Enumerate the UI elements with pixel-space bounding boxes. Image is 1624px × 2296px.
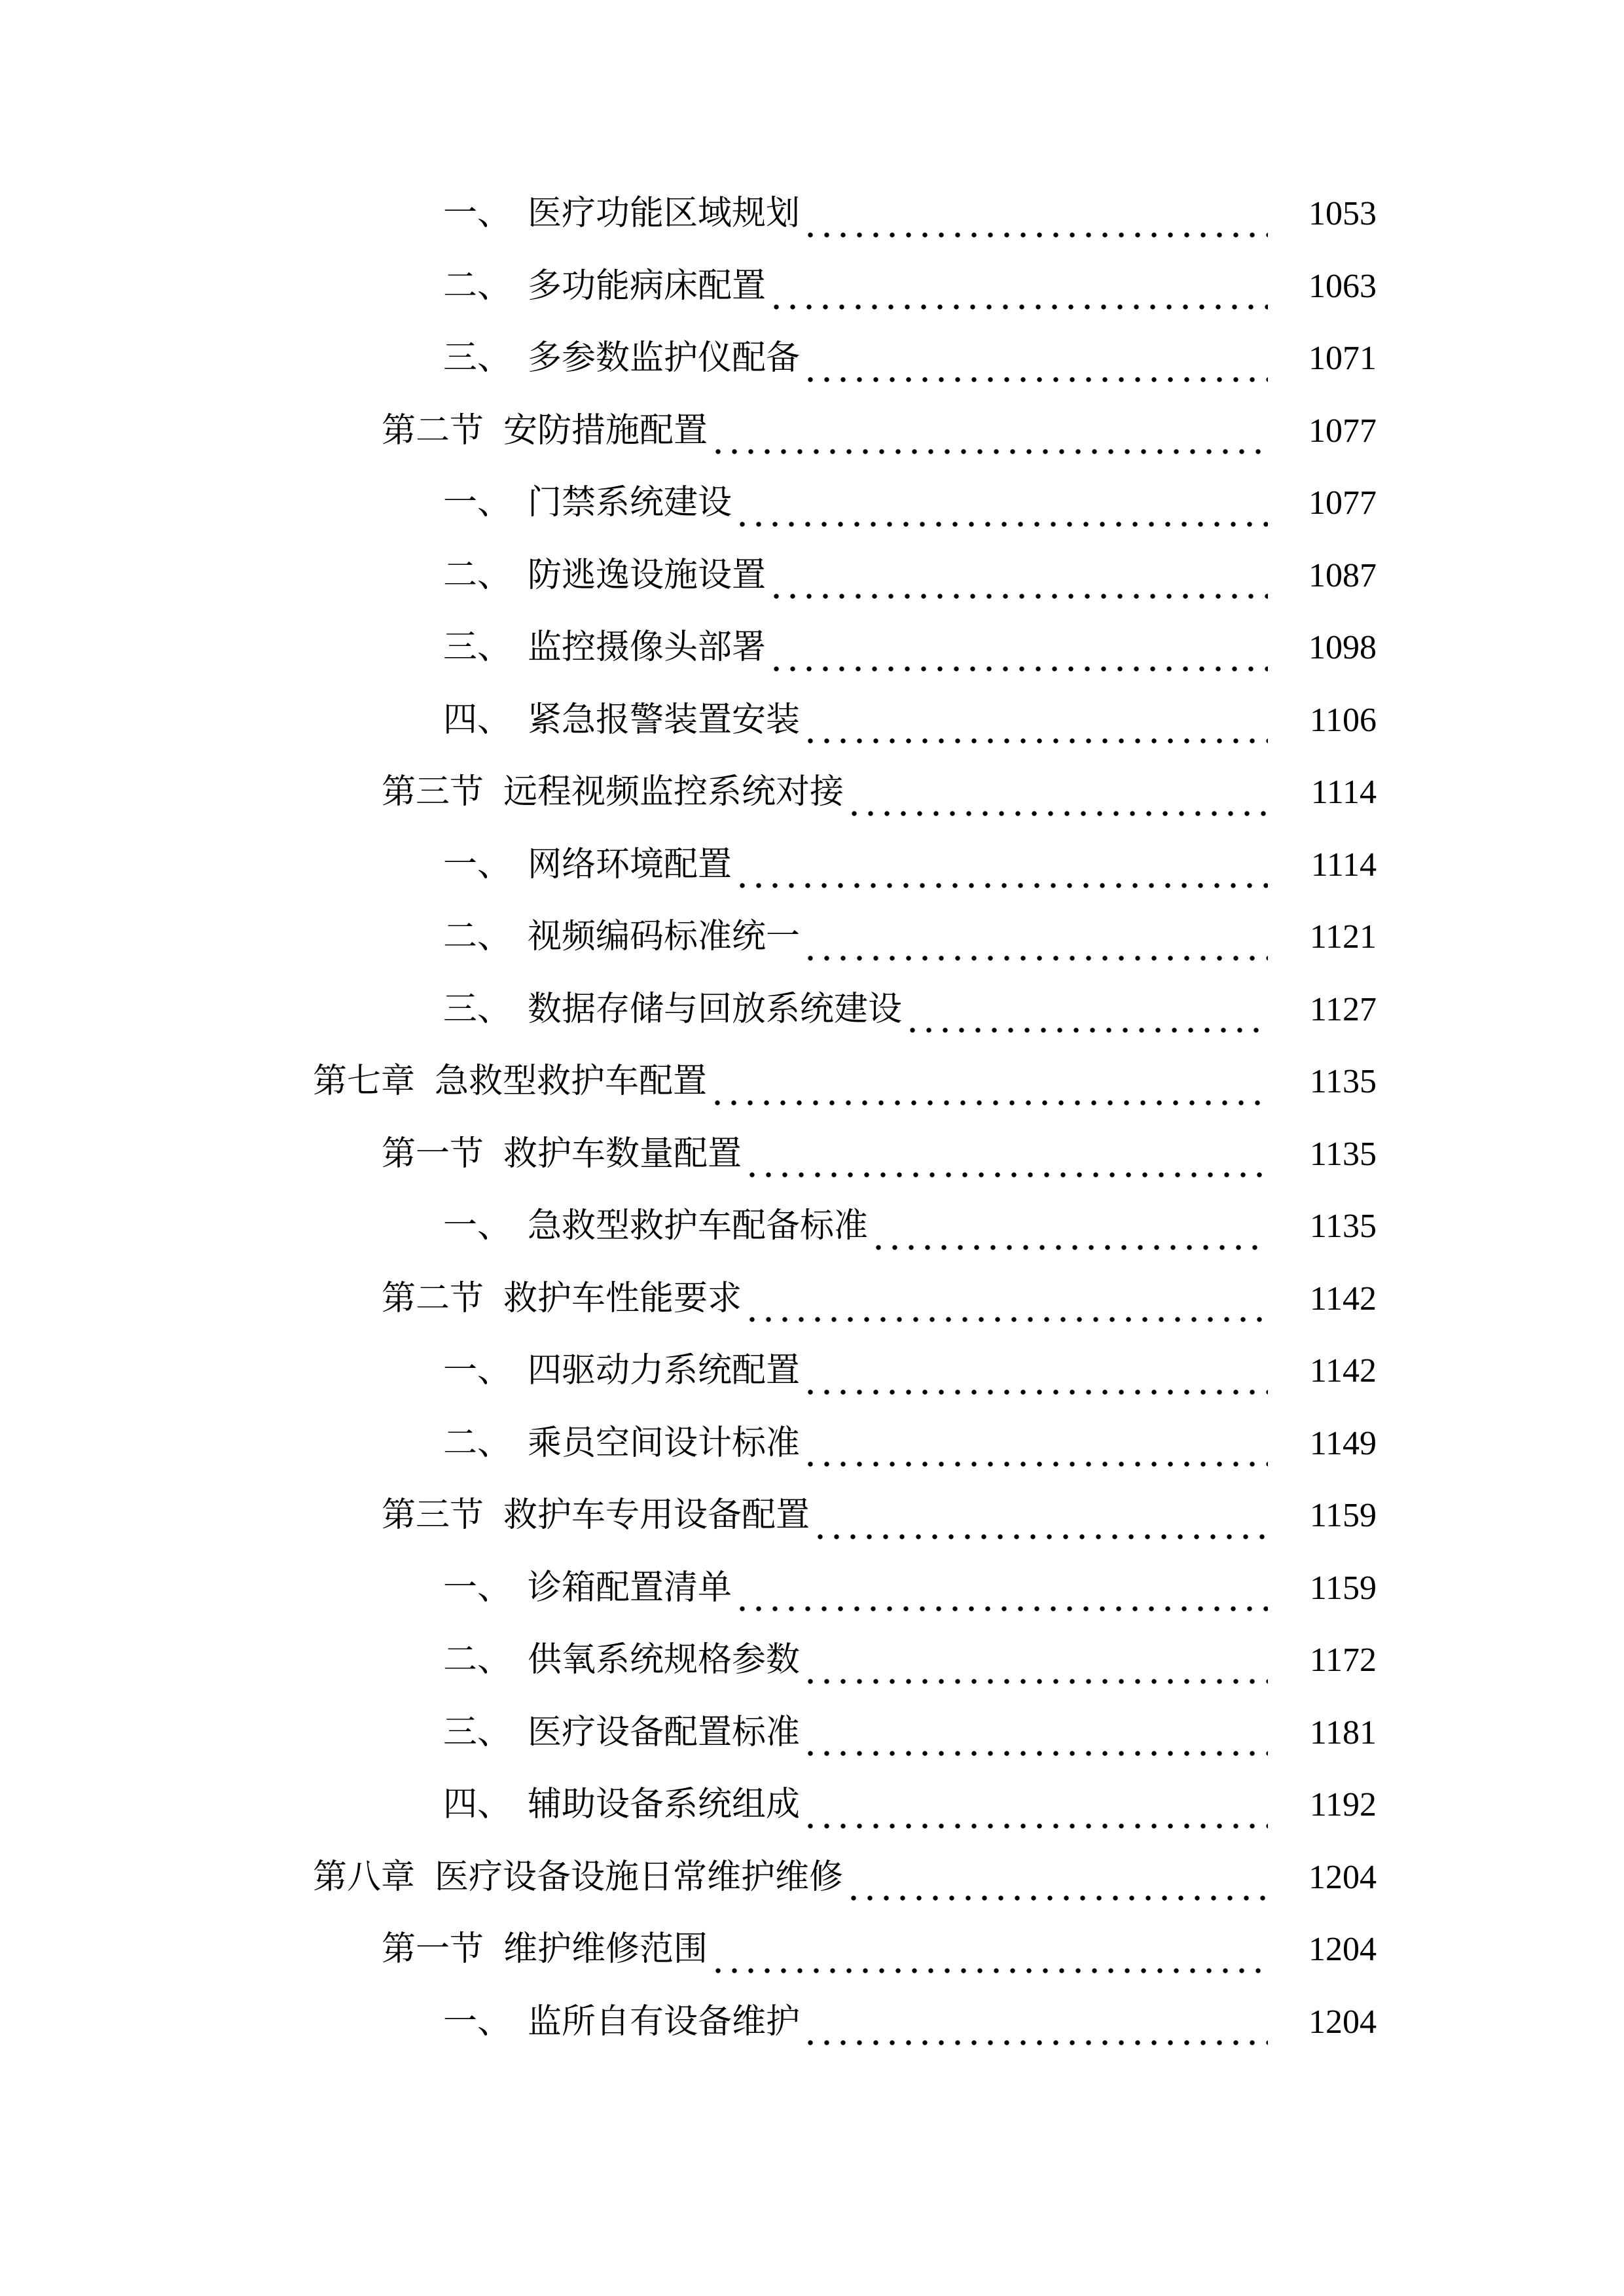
toc-page-number: 1142 bbox=[1309, 1352, 1377, 1390]
toc-entry-title: 多功能病床配置 bbox=[528, 267, 767, 305]
toc-entry-title: 医疗设备设施日常维护维修 bbox=[435, 1858, 844, 1896]
toc-page-number: 1053 bbox=[1308, 195, 1377, 232]
toc-entry bbox=[0, 1263, 1624, 1336]
toc-page-number: 1159 bbox=[1309, 1569, 1377, 1607]
toc-entry bbox=[0, 467, 1624, 540]
dot-leader bbox=[902, 974, 1278, 1047]
dot-leader bbox=[708, 1914, 1278, 1986]
toc-list bbox=[0, 178, 1624, 2058]
toc-entry-title: 监控摄像头部署 bbox=[528, 629, 767, 666]
toc-entry-title: 医疗功能区域规划 bbox=[528, 195, 801, 232]
toc-entry-title: 救护车专用设备配置 bbox=[503, 1497, 810, 1534]
dot-leader bbox=[800, 1624, 1278, 1697]
toc-entry-title: 视频编码标准统一 bbox=[528, 918, 801, 956]
toc-entry-title: 防逃逸设施设置 bbox=[528, 556, 767, 594]
toc-entry-marker: 一、 bbox=[443, 2003, 512, 2041]
toc-entry bbox=[0, 612, 1624, 685]
toc-entry-marker: 第一节 bbox=[382, 1135, 484, 1173]
toc-entry-marker: 一、 bbox=[443, 1208, 512, 1245]
toc-entry-marker: 三、 bbox=[443, 340, 512, 377]
toc-entry bbox=[0, 251, 1624, 323]
dot-leader bbox=[868, 1191, 1278, 1263]
toc-entry bbox=[0, 1408, 1624, 1480]
toc-page-number: 1077 bbox=[1308, 412, 1377, 450]
toc-page-number: 1192 bbox=[1309, 1786, 1377, 1823]
toc-entry bbox=[0, 901, 1624, 974]
toc-entry-marker: 一、 bbox=[443, 1569, 512, 1607]
toc-entry bbox=[0, 1191, 1624, 1263]
toc-entry bbox=[0, 1986, 1624, 2059]
dot-leader bbox=[800, 1697, 1278, 1770]
toc-page-number: 1106 bbox=[1309, 701, 1377, 739]
toc-entry bbox=[0, 1046, 1624, 1119]
dot-leader bbox=[732, 1552, 1278, 1625]
toc-entry-marker: 四、 bbox=[443, 701, 512, 739]
dot-leader bbox=[800, 178, 1278, 251]
toc-entry-marker: 二、 bbox=[443, 918, 512, 956]
toc-entry-marker: 第三节 bbox=[382, 1497, 484, 1534]
dot-leader bbox=[800, 685, 1278, 757]
toc-entry-marker: 四、 bbox=[443, 1786, 512, 1823]
toc-entry bbox=[0, 1842, 1624, 1914]
toc-entry-marker: 第八章 bbox=[313, 1858, 416, 1896]
dot-leader bbox=[844, 757, 1278, 829]
dot-leader bbox=[800, 1408, 1278, 1480]
toc-entry-title: 四驱动力系统配置 bbox=[528, 1352, 801, 1390]
dot-leader bbox=[732, 829, 1278, 902]
toc-entry-title: 救护车数量配置 bbox=[503, 1135, 742, 1173]
toc-entry-title: 辅助设备系统组成 bbox=[528, 1786, 801, 1823]
toc-page-number: 1204 bbox=[1308, 1931, 1377, 1968]
toc-entry-title: 救护车性能要求 bbox=[503, 1280, 742, 1318]
toc-entry-title: 数据存储与回放系统建设 bbox=[528, 990, 903, 1028]
toc-entry-marker: 第二节 bbox=[382, 1280, 484, 1318]
dot-leader bbox=[800, 1769, 1278, 1842]
toc-entry-title: 急救型救护车配备标准 bbox=[528, 1208, 869, 1245]
toc-entry-title: 急救型救护车配置 bbox=[435, 1063, 708, 1100]
dot-leader bbox=[800, 1335, 1278, 1408]
toc-entry-marker: 一、 bbox=[443, 195, 512, 232]
toc-entry bbox=[0, 829, 1624, 902]
toc-entry bbox=[0, 1552, 1624, 1625]
toc-page-number: 1098 bbox=[1308, 629, 1377, 666]
dot-leader bbox=[766, 251, 1278, 323]
toc-entry-title: 诊箱配置清单 bbox=[528, 1569, 732, 1607]
toc-page-number: 1114 bbox=[1310, 846, 1377, 884]
dot-leader bbox=[800, 901, 1278, 974]
toc-entry-title: 安防措施配置 bbox=[503, 412, 708, 450]
toc-page-number: 1077 bbox=[1308, 484, 1377, 522]
dot-leader bbox=[707, 1046, 1278, 1119]
dot-leader bbox=[742, 1119, 1278, 1191]
dot-leader bbox=[810, 1480, 1278, 1552]
toc-entry-marker: 三、 bbox=[443, 629, 512, 666]
toc-page-number: 1159 bbox=[1309, 1497, 1377, 1534]
toc-page-number: 1071 bbox=[1308, 340, 1377, 377]
dot-leader bbox=[843, 1842, 1278, 1914]
toc-entry bbox=[0, 1119, 1624, 1191]
toc-entry-marker: 二、 bbox=[443, 556, 512, 594]
toc-page-number: 1135 bbox=[1309, 1063, 1377, 1100]
toc-entry-title: 远程视频监控系统对接 bbox=[503, 774, 844, 811]
toc-entry-title: 门禁系统建设 bbox=[528, 484, 732, 522]
toc-entry bbox=[0, 1697, 1624, 1770]
dot-leader bbox=[766, 612, 1278, 685]
toc-page-number: 1149 bbox=[1309, 1424, 1377, 1462]
toc-entry-marker: 二、 bbox=[443, 267, 512, 305]
toc-entry-marker: 一、 bbox=[443, 1352, 512, 1390]
toc-entry-marker: 第七章 bbox=[313, 1063, 416, 1100]
dot-leader bbox=[800, 1986, 1278, 2059]
toc-entry bbox=[0, 685, 1624, 757]
toc-page-number: 1114 bbox=[1310, 774, 1377, 811]
toc-entry-marker: 二、 bbox=[443, 1641, 512, 1679]
toc-page-number: 1204 bbox=[1308, 1858, 1377, 1896]
toc-entry bbox=[0, 395, 1624, 468]
toc-page-number: 1172 bbox=[1309, 1641, 1377, 1679]
toc-entry-title: 医疗设备配置标准 bbox=[528, 1713, 801, 1751]
toc-entry-title: 供氧系统规格参数 bbox=[528, 1641, 801, 1679]
toc-page-number: 1142 bbox=[1309, 1280, 1377, 1318]
toc-page-number: 1135 bbox=[1309, 1208, 1377, 1245]
toc-entry bbox=[0, 1335, 1624, 1408]
toc-page-number: 1181 bbox=[1309, 1713, 1377, 1751]
toc-entry-title: 维护维修范围 bbox=[503, 1931, 708, 1968]
dot-leader bbox=[766, 540, 1278, 613]
toc-entry-marker: 三、 bbox=[443, 990, 512, 1028]
toc-entry bbox=[0, 1769, 1624, 1842]
toc-page-number: 1087 bbox=[1308, 556, 1377, 594]
toc-entry-marker: 第三节 bbox=[382, 774, 484, 811]
toc-entry bbox=[0, 1624, 1624, 1697]
toc-entry bbox=[0, 540, 1624, 613]
toc-entry-marker: 一、 bbox=[443, 484, 512, 522]
toc-page-number: 1127 bbox=[1309, 990, 1377, 1028]
toc-entry bbox=[0, 757, 1624, 829]
toc-entry-title: 乘员空间设计标准 bbox=[528, 1424, 801, 1462]
toc-page-number: 1204 bbox=[1308, 2003, 1377, 2041]
toc-entry bbox=[0, 178, 1624, 251]
toc-page-number: 1063 bbox=[1308, 267, 1377, 305]
toc-entry-title: 监所自有设备维护 bbox=[528, 2003, 801, 2041]
toc-entry-marker: 二、 bbox=[443, 1424, 512, 1462]
dot-leader bbox=[742, 1263, 1278, 1336]
dot-leader bbox=[732, 467, 1278, 540]
toc-entry-marker: 一、 bbox=[443, 846, 512, 884]
toc-entry bbox=[0, 323, 1624, 395]
toc-page-number: 1121 bbox=[1309, 918, 1377, 956]
toc-entry-title: 网络环境配置 bbox=[528, 846, 732, 884]
dot-leader bbox=[800, 323, 1278, 395]
toc-entry bbox=[0, 974, 1624, 1047]
toc-entry-title: 紧急报警装置安装 bbox=[528, 701, 801, 739]
toc-page-number: 1135 bbox=[1309, 1135, 1377, 1173]
toc-entry bbox=[0, 1480, 1624, 1552]
toc-entry-marker: 三、 bbox=[443, 1713, 512, 1751]
toc-entry-marker: 第一节 bbox=[382, 1931, 484, 1968]
dot-leader bbox=[708, 395, 1278, 468]
toc-entry bbox=[0, 1914, 1624, 1986]
toc-entry-title: 多参数监护仪配备 bbox=[528, 340, 801, 377]
toc-entry-marker: 第二节 bbox=[382, 412, 484, 450]
